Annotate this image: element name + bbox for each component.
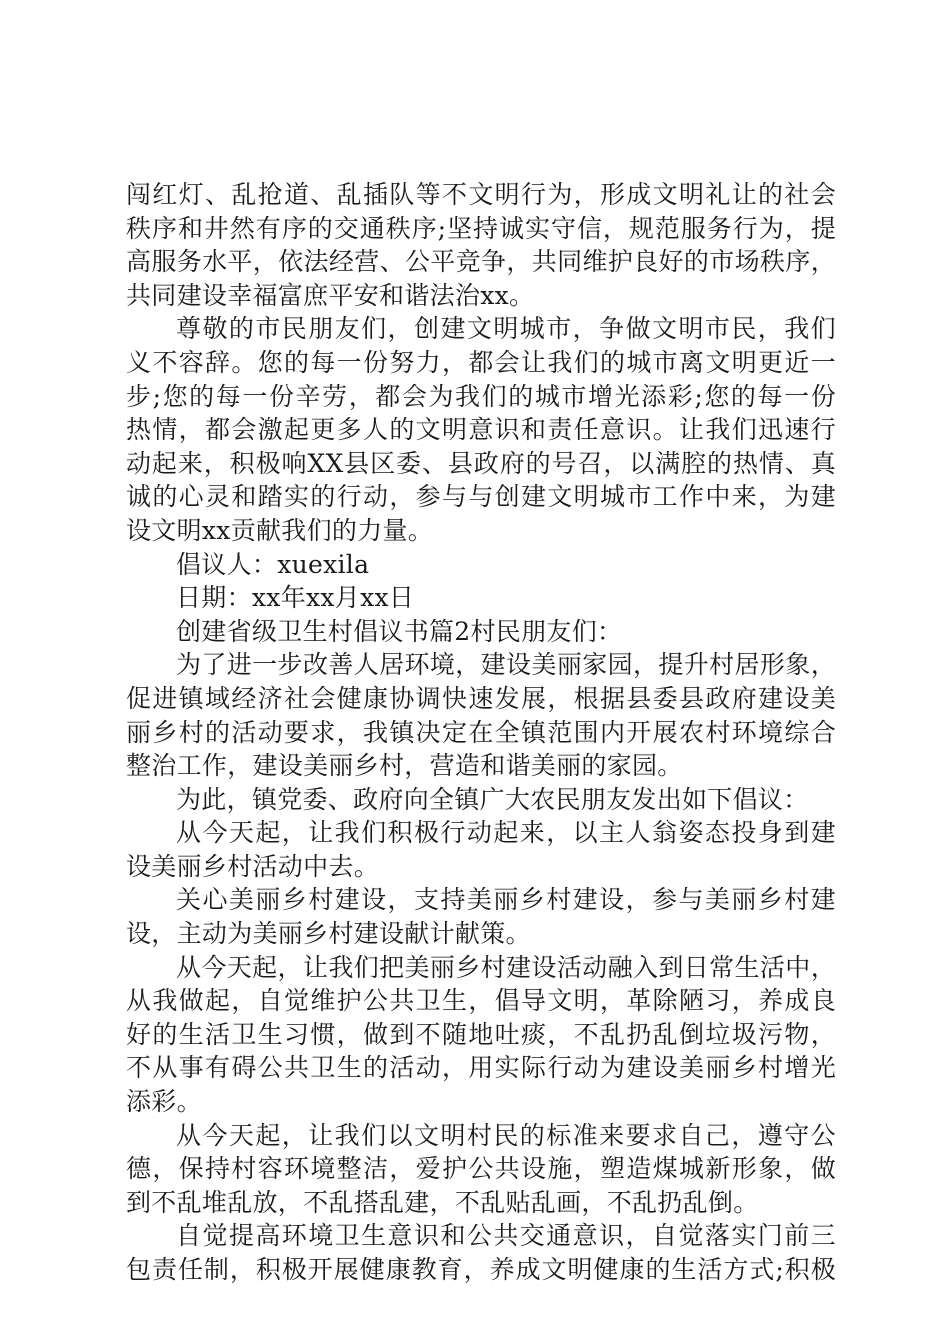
text-line: 自觉提高环境卫生意识和公共交通意识，自觉落实门前三 (176, 1221, 836, 1251)
text-line: 设美丽乡村活动中去。 (126, 851, 380, 881)
text-line: 高服务水平，依法经营、公平竞争，共同维护良好的市场秩序， (126, 247, 836, 277)
text-line: 包责任制，积极开展健康教育，养成文明健康的生活方式;积极 (126, 1255, 836, 1284)
text-line: 从今天起，让我们把美丽乡村建设活动融入到日常生活中， (176, 952, 836, 982)
text-line: 义不容辞。您的每一份努力，都会让我们的城市离文明更近一 (126, 347, 836, 377)
text-line: 促进镇域经济社会健康协调快速发展，根据县委县政府建设美 (126, 683, 836, 713)
text-line: 从今天起，让我们以文明村民的标准来要求自己，遵守公 (176, 1120, 836, 1150)
text-line: 尊敬的市民朋友们，创建文明城市，争做文明市民，我们 (176, 314, 836, 344)
text-line: 诚的心灵和踏实的行动，参与与创建文明城市工作中来，为建 (126, 482, 836, 512)
text-line: 闯红灯、乱抢道、乱插队等不文明行为，形成文明礼让的社会 (126, 180, 836, 209)
text-line: 为了进一步改善人居环境，建设美丽家园，提升村居形象， (176, 650, 836, 680)
text-line: 设文明xx贡献我们的力量。 (126, 515, 434, 545)
text-line: 关心美丽乡村建设，支持美丽乡村建设，参与美丽乡村建 (176, 885, 836, 915)
text-line: 热情，都会激起更多人的文明意识和责任意识。让我们迅速行 (126, 415, 836, 445)
text-line: 共同建设幸福富庶平安和谐法治xx。 (126, 280, 535, 310)
text-line: 创建省级卫生村倡议书篇2村民朋友们： (176, 616, 623, 646)
text-line: 德，保持村容环境整洁，爱护公共设施，塑造煤城新形象，做 (126, 1154, 836, 1184)
text-line: 步;您的每一份辛劳，都会为我们的城市增光添彩;您的每一份 (126, 381, 836, 411)
text-line: 倡议人：xuexila (176, 549, 370, 579)
text-line: 添彩。 (126, 1087, 202, 1117)
text-line: 不从事有碍公共卫生的活动，用实际行动为建设美丽乡村增光 (126, 1053, 836, 1083)
text-line: 好的生活卫生习惯，做到不随地吐痰，不乱扔乱倒垃圾污物， (126, 1019, 836, 1049)
text-line: 设，主动为美丽乡村建设献计献策。 (126, 919, 531, 949)
document-body (126, 178, 836, 1287)
text-line: 日期：xx年xx月xx日 (176, 583, 415, 613)
text-line: 整治工作，建设美丽乡村，营造和谐美丽的家园。 (126, 751, 683, 781)
text-line: 丽乡村的活动要求，我镇决定在全镇范围内开展农村环境综合 (126, 717, 836, 747)
text-line: 动起来，积极响XX县区委、县政府的号召，以满腔的热情、真 (126, 448, 836, 478)
text-line: 为此，镇党委、政府向全镇广大农民朋友发出如下倡议： (176, 784, 809, 814)
text-line: 到不乱堆乱放，不乱搭乱建，不乱贴乱画，不乱扔乱倒。 (126, 1187, 759, 1217)
text-line: 从今天起，让我们积极行动起来，以主人翁姿态投身到建 (176, 818, 836, 848)
text-line: 从我做起，自觉维护公共卫生，倡导文明，革除陋习，养成良 (126, 986, 836, 1016)
text-line: 秩序和井然有序的交通秩序;坚持诚实守信，规范服务行为，提 (126, 213, 836, 243)
